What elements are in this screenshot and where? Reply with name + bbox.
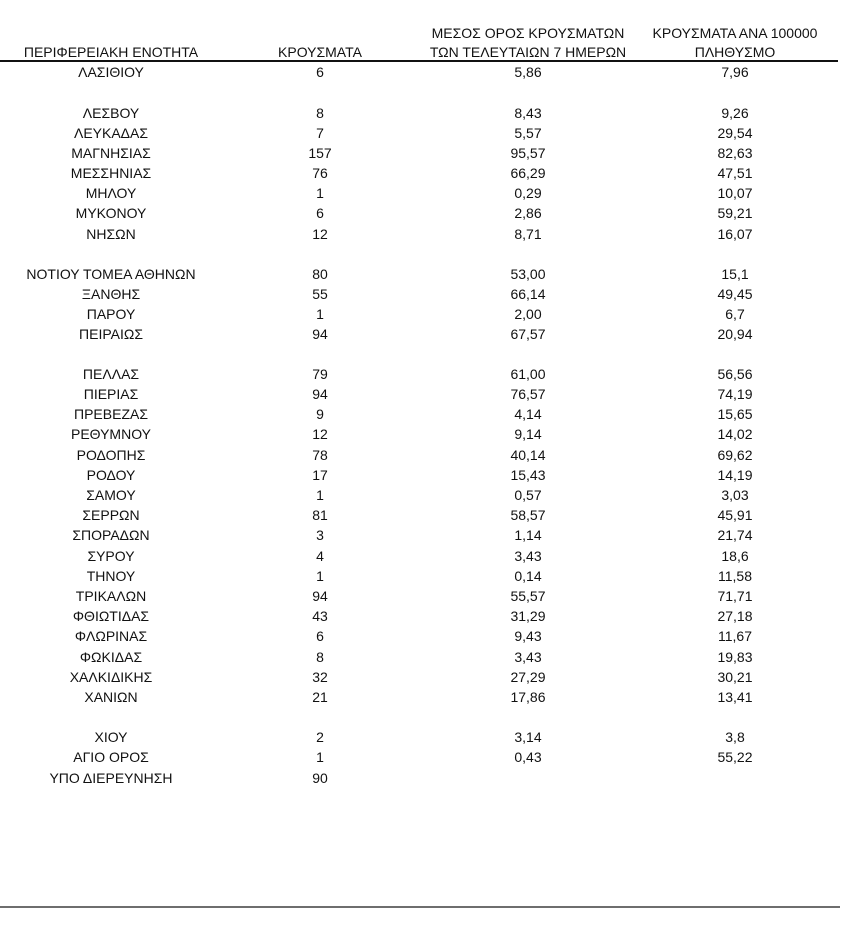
header-per100k-line1: ΚΡΟΥΣΜΑΤΑ ΑΝΑ 100000: [652, 25, 818, 41]
cell-per100k: 47,51: [717, 165, 753, 181]
cell-per100k: 14,19: [717, 467, 753, 483]
cell-avg7: 58,57: [510, 507, 546, 523]
cell-cases: 79: [312, 366, 328, 382]
cell-per100k: 11,58: [718, 568, 752, 584]
cell-per100k: 71,71: [717, 588, 753, 604]
cell-cases: 78: [312, 447, 328, 463]
cell-cases: 1: [316, 568, 324, 584]
footer-divider: [0, 906, 840, 908]
cell-cases: 17: [312, 467, 328, 483]
cell-region: ΧΑΝΙΩΝ: [84, 689, 138, 705]
header-avg7-line1: ΜΕΣΟΣ ΟΡΟΣ ΚΡΟΥΣΜΑΤΩΝ: [431, 25, 625, 41]
cell-region: ΝΗΣΩΝ: [86, 226, 136, 242]
table-row: [0, 384, 868, 404]
cell-per100k: 16,07: [717, 226, 753, 242]
table-row: [0, 304, 868, 324]
table-row: [0, 727, 868, 747]
cell-region: ΣΠΟΡΑΔΩΝ: [72, 527, 150, 543]
cell-region: ΧΙΟΥ: [94, 729, 128, 745]
table-row: [0, 364, 868, 384]
table-row: [0, 465, 868, 485]
cell-per100k: 6,7: [725, 306, 745, 322]
table-row: [0, 647, 868, 667]
table-row: [0, 626, 868, 646]
cell-region: ΦΩΚΙΔΑΣ: [79, 649, 143, 665]
header-avg7-line2: ΤΩΝ ΤΕΛΕΥΤΑΙΩΝ 7 ΗΜΕΡΩΝ: [429, 44, 627, 60]
cell-cases: 4: [316, 548, 324, 564]
cell-avg7: 0,29: [514, 185, 542, 201]
cell-avg7: 2,86: [514, 205, 542, 221]
cell-cases: 12: [312, 426, 328, 442]
cell-cases: 43: [312, 608, 328, 624]
cell-per100k: 20,94: [717, 326, 753, 342]
cell-region: ΧΑΛΚΙΔΙΚΗΣ: [69, 669, 153, 685]
table-row: [0, 485, 868, 505]
cell-cases: 76: [312, 165, 328, 181]
cell-avg7: 40,14: [510, 447, 546, 463]
cell-per100k: 74,19: [717, 386, 753, 402]
table-row: [0, 224, 868, 244]
cell-per100k: 13,41: [717, 689, 753, 705]
cell-per100k: 10,07: [717, 185, 753, 201]
cell-region: ΤΡΙΚΑΛΩΝ: [75, 588, 147, 604]
table-row: [0, 586, 868, 606]
cell-avg7: 76,57: [510, 386, 546, 402]
table-row: [0, 143, 868, 163]
cell-per100k: 7,96: [721, 64, 749, 80]
cell-region: ΠΕΛΛΑΣ: [82, 366, 140, 382]
cell-per100k: 21,74: [717, 527, 753, 543]
cell-region: ΡΟΔΟΥ: [86, 467, 136, 483]
cell-cases: 157: [308, 145, 332, 161]
cell-avg7: 5,86: [514, 64, 542, 80]
table-row: [0, 163, 868, 183]
cell-per100k: 27,18: [717, 608, 753, 624]
cell-cases: 6: [316, 628, 324, 644]
cell-cases: 12: [312, 226, 328, 242]
cell-per100k: 29,54: [717, 125, 753, 141]
header-per100k: [640, 24, 830, 62]
cell-avg7: 5,57: [514, 125, 542, 141]
table-row: [0, 566, 868, 586]
table-row: [0, 606, 868, 626]
table-row: [0, 667, 868, 687]
cell-cases: 94: [312, 386, 328, 402]
cell-region: ΣΑΜΟΥ: [86, 487, 136, 503]
cell-avg7: 31,29: [510, 608, 546, 624]
table-row: [0, 264, 868, 284]
cell-avg7: 66,29: [510, 165, 546, 181]
cell-cases: 8: [316, 649, 324, 665]
cell-avg7: 53,00: [510, 266, 546, 282]
cell-cases: 1: [316, 487, 324, 503]
cell-per100k: 45,91: [717, 507, 753, 523]
table-row: [0, 203, 868, 223]
cell-per100k: 56,56: [717, 366, 753, 382]
header-avg7: [410, 24, 646, 62]
table-row: [0, 546, 868, 566]
table-row: [0, 768, 868, 788]
cell-avg7: 9,43: [514, 628, 542, 644]
cell-cases: 80: [312, 266, 328, 282]
cell-region: ΝΟΤΙΟΥ ΤΟΜΕΑ ΑΘΗΝΩΝ: [26, 266, 196, 282]
cell-region: ΛΕΥΚΑΔΑΣ: [73, 125, 149, 141]
header-cases: ΚΡΟΥΣΜΑΤΑ: [278, 44, 362, 60]
cell-cases: 94: [312, 326, 328, 342]
cell-avg7: 3,14: [514, 729, 542, 745]
cell-per100k: 49,45: [717, 286, 753, 302]
cell-cases: 90: [312, 770, 328, 786]
cell-region: ΣΕΡΡΩΝ: [82, 507, 140, 523]
cell-avg7: 3,43: [514, 649, 542, 665]
cell-avg7: 9,14: [514, 426, 542, 442]
cell-avg7: 66,14: [510, 286, 546, 302]
table-row: [0, 525, 868, 545]
cell-cases: 6: [316, 64, 324, 80]
table-row: [0, 324, 868, 344]
cell-avg7: 67,57: [510, 326, 546, 342]
cell-avg7: 0,14: [514, 568, 542, 584]
cell-avg7: 95,57: [510, 145, 546, 161]
cell-region: ΜΥΚΟΝΟΥ: [75, 205, 147, 221]
cell-per100k: 3,03: [721, 487, 749, 503]
table-row: [0, 103, 868, 123]
cell-region: ΜΑΓΝΗΣΙΑΣ: [71, 145, 151, 161]
cell-avg7: 4,14: [514, 406, 542, 422]
cell-region: ΣΥΡΟΥ: [87, 548, 135, 564]
cell-per100k: 11,67: [718, 628, 752, 644]
cell-avg7: 0,57: [514, 487, 542, 503]
cell-per100k: 55,22: [717, 749, 753, 765]
cell-avg7: 2,00: [514, 306, 542, 322]
cell-region: ΡΟΔΟΠΗΣ: [76, 447, 146, 463]
cell-per100k: 14,02: [717, 426, 753, 442]
cell-avg7: 1,14: [514, 527, 542, 543]
cell-region: ΠΕΙΡΑΙΩΣ: [79, 326, 143, 342]
cell-cases: 1: [316, 185, 324, 201]
cell-avg7: 8,43: [514, 105, 542, 121]
cell-avg7: 8,71: [514, 226, 542, 242]
header-region: ΠΕΡΙΦΕΡΕΙΑΚΗ ΕΝΟΤΗΤΑ: [23, 44, 199, 60]
cell-avg7: 55,57: [510, 588, 546, 604]
cell-per100k: 30,21: [717, 669, 753, 685]
cell-cases: 81: [312, 507, 328, 523]
cell-cases: 94: [312, 588, 328, 604]
cell-per100k: 18,6: [721, 548, 749, 564]
cell-region: ΛΕΣΒΟΥ: [82, 105, 140, 121]
table-row: [0, 284, 868, 304]
cell-avg7: 17,86: [510, 689, 546, 705]
cell-avg7: 27,29: [510, 669, 546, 685]
cell-region: ΠΡΕΒΕΖΑΣ: [73, 406, 148, 422]
cell-region: ΜΕΣΣΗΝΙΑΣ: [70, 165, 152, 181]
cell-cases: 21: [312, 689, 328, 705]
header-per100k-line2: ΠΛΗΘΥΣΜΟ: [694, 44, 776, 60]
cell-cases: 3: [316, 527, 324, 543]
cell-cases: 1: [316, 749, 324, 765]
cell-region: ΦΛΩΡΙΝΑΣ: [74, 628, 148, 644]
cell-region: ΞΑΝΘΗΣ: [81, 286, 141, 302]
cell-region: ΤΗΝΟΥ: [86, 568, 136, 584]
cell-region: ΠΙΕΡΙΑΣ: [83, 386, 139, 402]
cell-cases: 7: [316, 125, 324, 141]
cell-region: ΛΑΣΙΘΙΟΥ: [78, 64, 144, 80]
cell-region: ΡΕΘΥΜΝΟΥ: [70, 426, 151, 442]
cell-cases: 6: [316, 205, 324, 221]
cell-avg7: 0,43: [514, 749, 542, 765]
table-row: [0, 747, 868, 767]
cell-region: ΥΠΟ ΔΙΕΡΕΥΝΗΣΗ: [49, 770, 173, 786]
cell-per100k: 15,65: [717, 406, 753, 422]
cell-per100k: 19,83: [717, 649, 753, 665]
cell-region: ΜΗΛΟΥ: [85, 185, 137, 201]
table-row: [0, 424, 868, 444]
table-row: [0, 687, 868, 707]
cell-per100k: 9,26: [721, 105, 749, 121]
table-row: [0, 404, 868, 424]
cell-avg7: 3,43: [514, 548, 542, 564]
cell-cases: 55: [312, 286, 328, 302]
table-row: [0, 62, 868, 82]
cell-avg7: 61,00: [510, 366, 546, 382]
table-row: [0, 123, 868, 143]
cell-per100k: 69,62: [717, 447, 753, 463]
cell-per100k: 15,1: [721, 266, 749, 282]
cell-region: ΑΓΙΟ ΟΡΟΣ: [73, 749, 149, 765]
cell-per100k: 59,21: [717, 205, 753, 221]
cell-per100k: 82,63: [717, 145, 753, 161]
cell-cases: 9: [316, 406, 324, 422]
table-row: [0, 445, 868, 465]
cell-region: ΠΑΡΟΥ: [86, 306, 136, 322]
cell-cases: 32: [312, 669, 328, 685]
cell-avg7: 15,43: [510, 467, 546, 483]
table-row: [0, 183, 868, 203]
table-row: [0, 505, 868, 525]
cell-cases: 2: [316, 729, 324, 745]
cell-region: ΦΘΙΩΤΙΔΑΣ: [72, 608, 150, 624]
cell-per100k: 3,8: [725, 729, 745, 745]
cell-cases: 1: [316, 306, 324, 322]
cell-cases: 8: [316, 105, 324, 121]
